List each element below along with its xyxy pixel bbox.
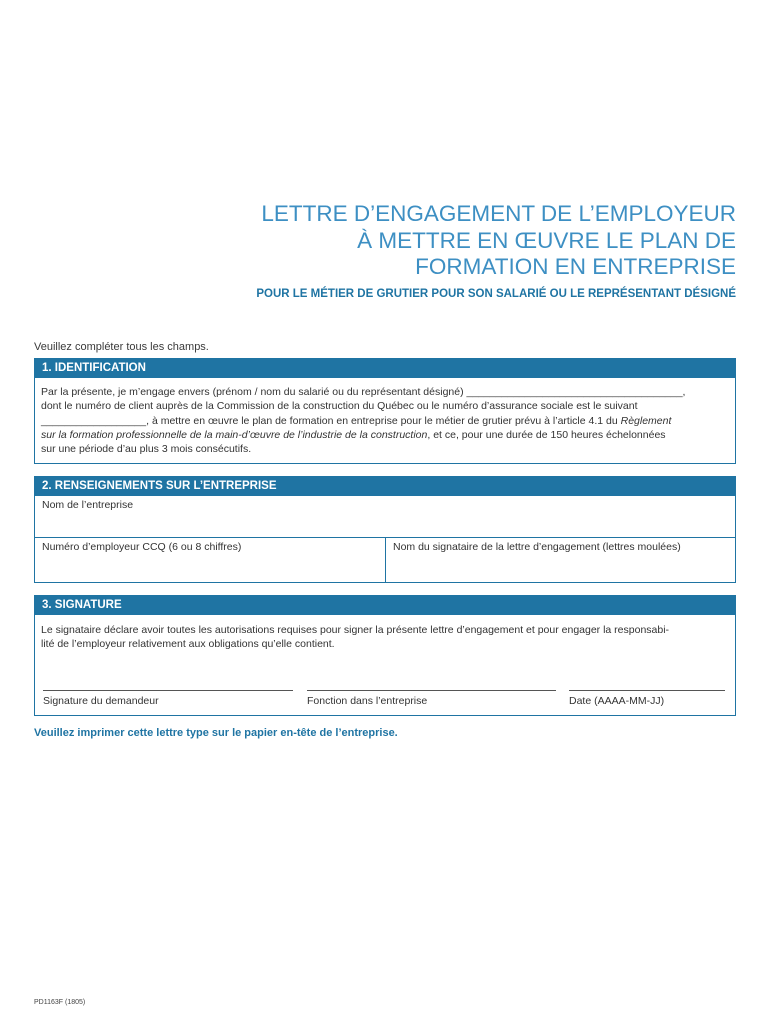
declaration-line-2: lité de l’employeur relativement aux obligations qu’elle contient.	[41, 638, 335, 650]
identification-line-1: Par la présente, je m’engage envers (prénom / nom du salarié ou du représentant désigné) _____________________________________,	[41, 386, 686, 398]
signatory-name-field[interactable]	[386, 538, 735, 582]
date-label: Date (AAAA-MM-JJ)	[569, 695, 665, 707]
section-company-header: 2. RENSEIGNEMENTS SUR L’ENTREPRISE	[34, 476, 736, 496]
signature-field[interactable]	[43, 690, 293, 708]
instructions-text: Veuillez compléter tous les champs.	[34, 341, 209, 353]
signature-label: Signature du demandeur	[43, 695, 159, 707]
function-field[interactable]	[307, 690, 556, 708]
employer-number-label: Numéro d’employeur CCQ (6 ou 8 chiffres)	[42, 541, 242, 553]
section-identification-header: 1. IDENTIFICATION	[34, 358, 736, 378]
document-subtitle: POUR LE MÉTIER DE GRUTIER POUR SON SALARIÉ OU LE REPRÉSENTANT DÉSIGNÉ	[256, 288, 736, 300]
identification-line-2: dont le numéro de client auprès de la Commission de la construction du Québec ou le numéro d’assurance sociale est le suivant	[41, 400, 638, 413]
identification-line-4-text: , et ce, pour une durée de 150 heures échelonnées	[427, 428, 666, 441]
title-line-2: À METTRE EN ŒUVRE LE PLAN DE	[357, 227, 736, 253]
document-title	[261, 201, 736, 281]
section-company-body	[34, 496, 736, 583]
section-identification-body	[34, 378, 736, 464]
form-code: PD1163F (1805)	[34, 999, 86, 1006]
identification-line-3-text: __________________, à mettre en œuvre le plan de formation en entreprise pour le métier de grutier prévu à l’article 4.1 du	[41, 414, 621, 427]
section-signature-header: 3. SIGNATURE	[34, 595, 736, 615]
print-note: Veuillez imprimer cette lettre type sur le papier en-tête de l’entreprise.	[34, 727, 398, 739]
date-field[interactable]	[569, 690, 725, 708]
company-name-label: Nom de l’entreprise	[42, 499, 134, 511]
regulation-title-part-1: Règlement	[620, 414, 672, 427]
regulation-title-part-2: sur la formation professionnelle de la main-d’œuvre de l’industrie de la construction	[41, 428, 428, 441]
identification-line-3	[41, 414, 729, 428]
title-line-1: LETTRE D’ENGAGEMENT DE L’EMPLOYEUR	[261, 201, 736, 226]
section-signature-body	[34, 615, 736, 716]
title-line-3: FORMATION EN ENTREPRISE	[415, 254, 736, 279]
employer-number-field[interactable]	[35, 538, 386, 582]
signatory-name-label: Nom du signataire de la lettre d’engagement (lettres moulées)	[393, 541, 681, 553]
company-row-2	[35, 538, 735, 582]
declaration-line-1: Le signataire déclare avoir toutes les autorisations requises pour signer la présente lettre d’engagement et pour engager la responsabi-	[41, 624, 670, 636]
identification-line-5: sur une période d’au plus 3 mois consécutifs.	[41, 443, 252, 456]
identification-line-4	[41, 428, 729, 442]
company-name-field[interactable]	[35, 496, 735, 538]
function-label: Fonction dans l’entreprise	[307, 695, 428, 707]
